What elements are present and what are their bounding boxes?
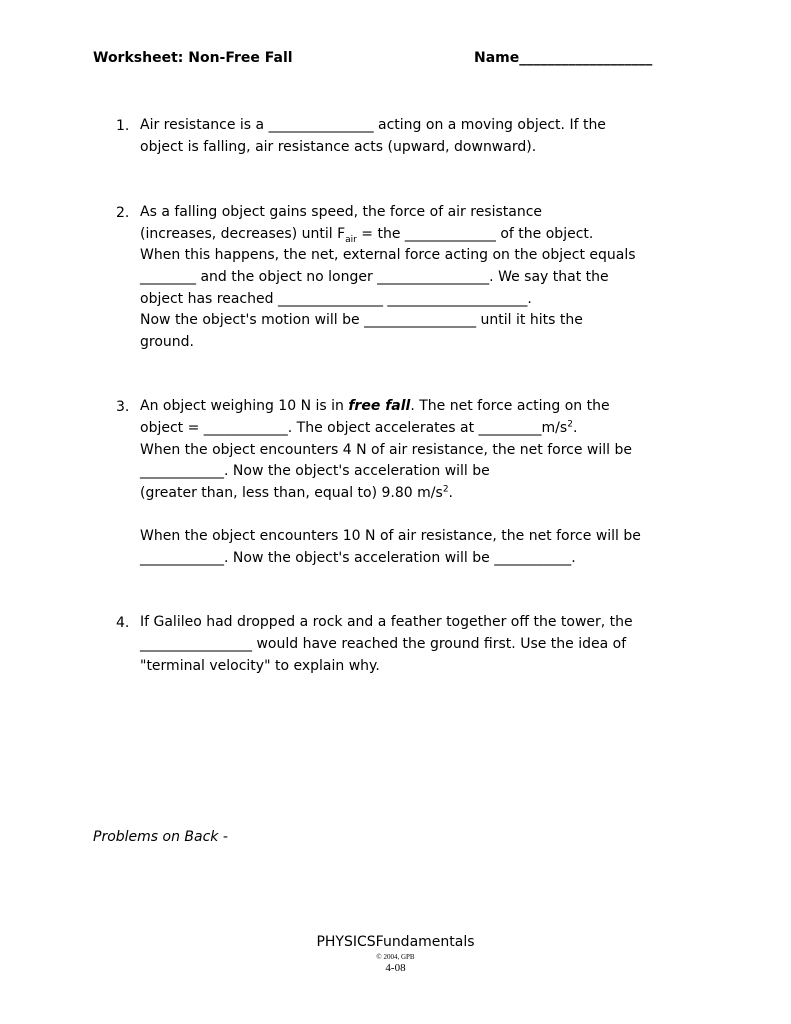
f-air-subscript: air <box>345 234 357 245</box>
worksheet-title: Worksheet: Non-Free Fall <box>93 50 293 66</box>
question-3-line-7: ____________. Now the object's acceleration will be ___________. <box>140 550 576 566</box>
question-4-line-1: If Galileo had dropped a rock and a feather together off the tower, the <box>140 614 633 630</box>
problems-on-back-note: Problems on Back - <box>93 829 228 845</box>
question-2-line-2 <box>140 224 593 246</box>
exponent-2: 2 <box>567 419 573 430</box>
footer-brand: PHYSICSFundamentals <box>316 934 475 950</box>
question-1-number: 1. <box>116 118 130 134</box>
question-3-line-2 <box>140 418 577 440</box>
free-fall-emphasis: free fall <box>348 398 411 414</box>
footer-page-code: 4-08 <box>385 962 406 974</box>
question-2-number: 2. <box>116 205 130 221</box>
question-3-line-6: When the object encounters 10 N of air resistance, the net force will be <box>140 528 641 544</box>
question-3-line-5-b: . <box>448 485 453 501</box>
question-3-line-5 <box>140 483 453 505</box>
question-2-line-7: ground. <box>140 334 194 350</box>
exponent-2: 2 <box>442 484 449 495</box>
question-1-line-2: object is falling, air resistance acts (upward, downward). <box>140 139 537 155</box>
question-4-line-3: "terminal velocity" to explain why. <box>140 658 380 674</box>
footer-copyright: © 2004, GPB <box>376 953 415 961</box>
question-2-line-1: As a falling object gains speed, the force of air resistance <box>140 204 543 220</box>
question-4-number: 4. <box>116 615 130 631</box>
question-3-line-1 <box>140 396 610 418</box>
question-2-line-4: ________ and the object no longer ________________. We say that the <box>140 269 609 285</box>
question-4-line-2: ________________ would have reached the ground first. Use the idea of <box>140 636 627 652</box>
question-3-line-5-a: (greater than, less than, equal to) 9.80 m/s <box>140 485 443 501</box>
question-3-line-1-c: . The net force acting on the <box>410 398 610 414</box>
question-2-line-6: Now the object's motion will be ________________ until it hits the <box>140 312 583 328</box>
question-3-line-2-a: object = ____________. The object accelerates at _________m/s <box>140 420 568 436</box>
name-field-label: Name___________________ <box>474 50 653 66</box>
question-1-line-1: Air resistance is a _______________ acting on a moving object. If the <box>140 117 606 133</box>
question-3-number: 3. <box>116 399 130 415</box>
question-3-line-3: When the object encounters 4 N of air resistance, the net force will be <box>140 442 632 458</box>
question-3-line-4: ____________. Now the object's acceleration will be <box>140 463 490 479</box>
question-2-line-2-b: = the _____________ of the object. <box>356 226 594 242</box>
question-2-line-5: object has reached _______________ ____________________. <box>140 291 532 307</box>
question-3-line-1-a: An object weighing 10 N is in <box>140 398 349 414</box>
question-2-line-2-a: (increases, decreases) until F <box>140 226 346 242</box>
question-2-line-3: When this happens, the net, external force acting on the object equals <box>140 247 636 263</box>
question-3-line-2-b: . <box>572 420 578 436</box>
